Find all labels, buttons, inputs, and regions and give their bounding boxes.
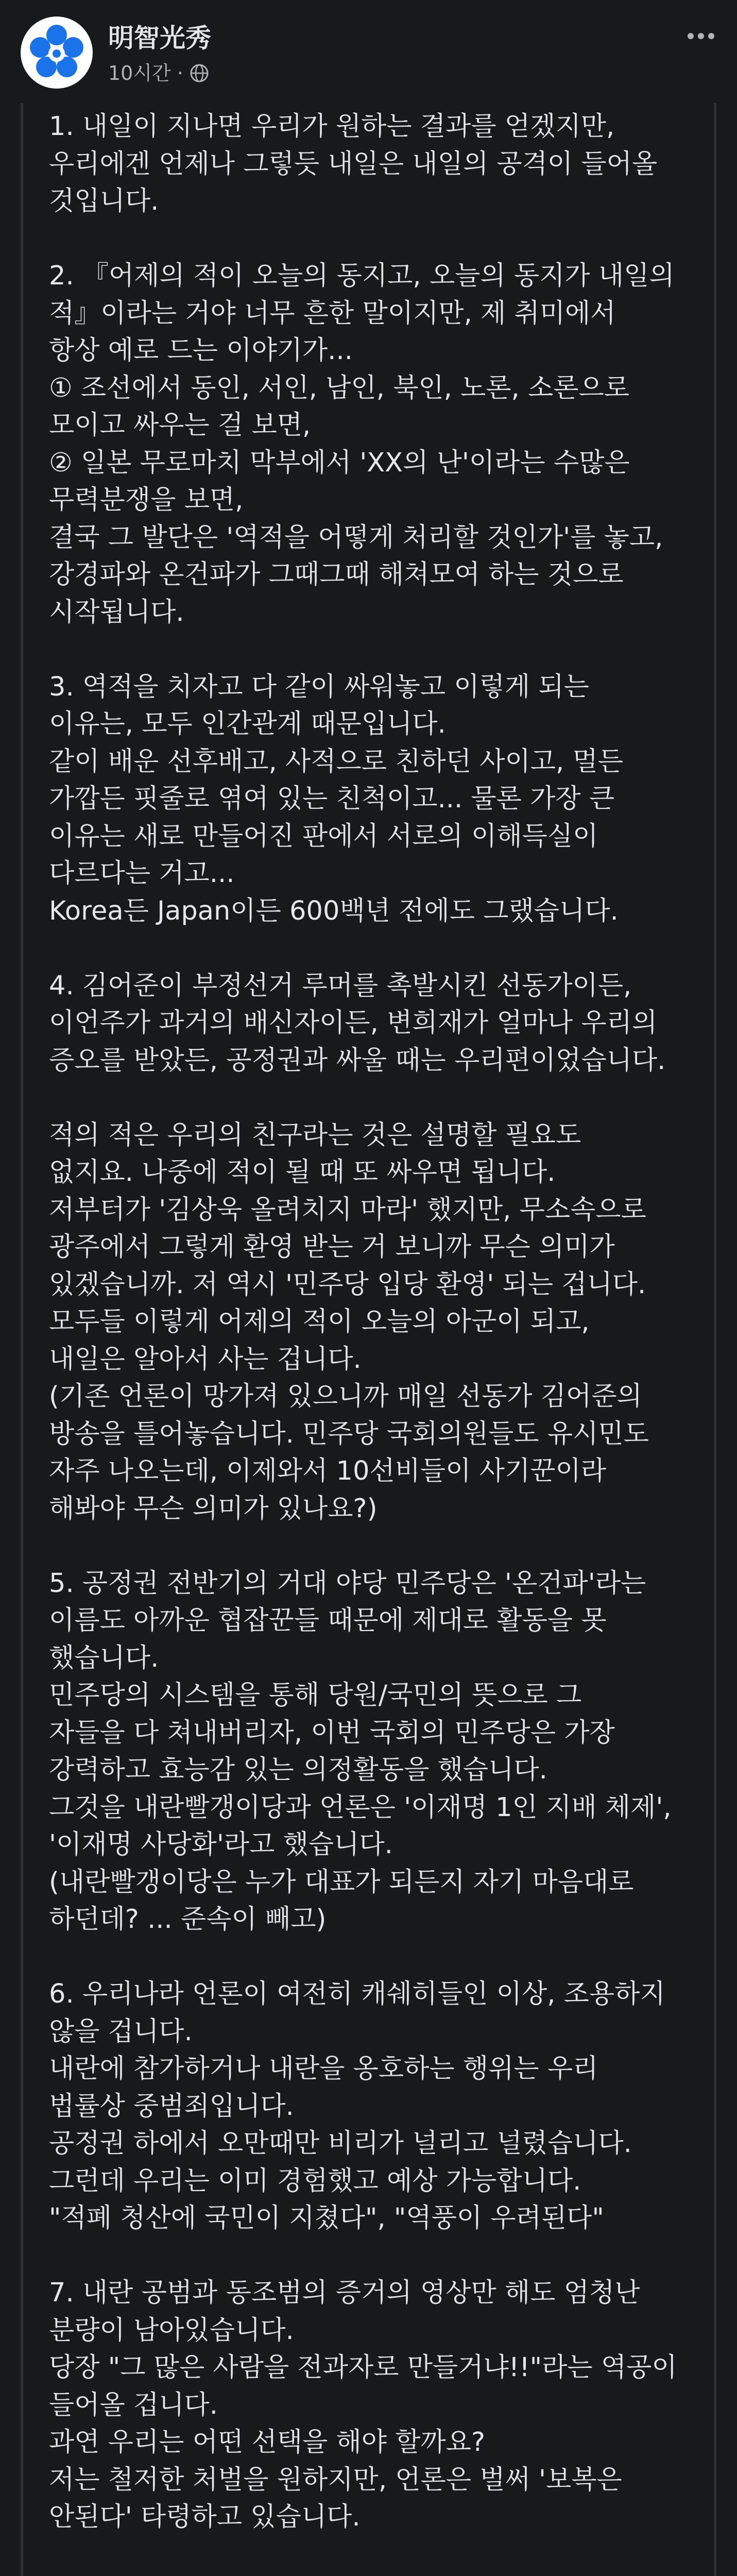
- post-text-line: 가깝든 핏줄로 엮여 있는 친척이고... 물론 가장 큰: [49, 784, 615, 814]
- post-text-line: 해봐야 무슨 의미가 있나요?): [49, 1493, 378, 1524]
- post-text-line: 광주에서 그렇게 환영 받는 거 보니까 무슨 의미가: [49, 1232, 615, 1262]
- meta-separator: ·: [177, 62, 183, 84]
- post-text-line: 자주 나오는데, 이제와서 10선비들이 사기꾼이라: [49, 1456, 607, 1486]
- post-body: [49, 108, 703, 2576]
- post-paragraph: [49, 2573, 703, 2576]
- post-text-line: 방송을 틀어놓습니다. 민주당 국회의원들도 유시민도: [49, 1418, 649, 1449]
- post-text-line: 있겠습니까. 저 역시 '민주당 입당 환영' 되는 겁니다.: [49, 1269, 646, 1300]
- right-border: [714, 103, 716, 2576]
- more-dots-icon: [685, 31, 716, 41]
- post-text-line: 분량이 남아있습니다.: [49, 2315, 294, 2346]
- post-text-line: 이유는, 모두 인간관계 때문입니다.: [49, 709, 446, 739]
- post-text-line: 시작됩니다.: [49, 597, 184, 628]
- post-text-line: 모이고 싸우는 걸 보면,: [49, 410, 311, 440]
- post-text-line: 이언주가 과거의 배신자이든, 변희재가 얼마나 우리의: [49, 1008, 658, 1038]
- post-text-line: 증오를 받았든, 공정권과 싸울 때는 우리편이었습니다.: [49, 1045, 666, 1076]
- post-text-line: 3. 역적을 치자고 다 같이 싸워놓고 이렇게 되는: [49, 671, 589, 702]
- post-text-line: 과연 우리는 어떤 선택을 해야 할까요?: [49, 2427, 486, 2458]
- post-text-line: 2. 『어제의 적이 오늘의 동지고, 오늘의 동지가 내일의: [49, 261, 675, 291]
- post-text-line: (내란빨갱이당은 누가 대표가 되든지 자기 마음대로: [49, 1867, 634, 1897]
- avatar[interactable]: [21, 16, 93, 89]
- author-name[interactable]: 明智光秀: [108, 23, 211, 53]
- post-paragraph: [49, 108, 703, 221]
- post-text-line: 것입니다.: [49, 186, 159, 216]
- post-paragraph: [49, 1565, 703, 1939]
- post-text-line: 없지요. 나중에 적이 될 때 또 싸우면 됩니다.: [49, 1157, 556, 1188]
- post-text-line: 이유는 새로 만들어진 판에서 서로의 이해득실이: [49, 821, 598, 852]
- post-text-line: [49, 2573, 703, 2576]
- post-paragraph: [49, 968, 703, 1080]
- post-text-line: 들어올 겁니다.: [49, 2389, 218, 2420]
- post-text-line: 강력하고 효능감 있는 의정활동을 했습니다.: [49, 1755, 547, 1785]
- flower-emblem-icon: [26, 22, 88, 83]
- post-text-line: 무력분쟁을 보면,: [49, 485, 244, 515]
- post-text-line: 1. 내일이 지나면 우리가 원하는 결과를 얻겠지만,: [49, 111, 615, 142]
- post-text-line: 강경파와 온건파가 그때그때 해쳐모여 하는 것으로: [49, 560, 624, 590]
- post-text-line: 민주당의 시스템을 통해 당원/국민의 뜻으로 그: [49, 1680, 582, 1710]
- more-options-button[interactable]: [685, 21, 716, 52]
- post-paragraph: [49, 2275, 703, 2536]
- post-paragraph: [49, 669, 703, 930]
- post-text-line: 같이 배운 선후배고, 사적으로 친하던 사이고, 멀든: [49, 746, 624, 777]
- post-text-line: 그것을 내란빨갱이당과 언론은 '이재명 1인 지배 체제',: [49, 1792, 672, 1823]
- post-text-line: 하던데? ... 준속이 빼고): [49, 1904, 327, 1935]
- post-text-line: 5. 공정권 전반기의 거대 야당 민주당은 '온건파'라는: [49, 1568, 646, 1599]
- post-text-line: 자들을 다 쳐내버리자, 이번 국회의 민주당은 가장: [49, 1717, 615, 1748]
- post-text-line: 적』이라는 거야 너무 흔한 말이지만, 제 취미에서: [49, 298, 616, 329]
- post-text-line: ② 일본 무로마치 막부에서 'XX의 난'이라는 수많은: [49, 447, 630, 478]
- post-paragraph: [49, 258, 703, 631]
- post-text-line: Korea든 Japan이든 600백년 전에도 그랬습니다.: [49, 895, 619, 926]
- post-text-line: 결국 그 발단은 '역적을 어떻게 처리할 것인가'를 놓고,: [49, 522, 663, 553]
- globe-icon: [190, 63, 209, 83]
- post-text-line: 내란에 참가하거나 내란을 옹호하는 행위는 우리: [49, 2054, 598, 2084]
- post-text-line: 내일은 알아서 사는 겁니다.: [49, 1344, 362, 1375]
- post-text-line: (기존 언론이 망가져 있으니까 매일 선동가 김어준의: [49, 1381, 642, 1412]
- post-text-line: 법률상 중범죄입니다.: [49, 2091, 294, 2122]
- post-text-line: 항상 예로 드는 이야기가...: [49, 335, 353, 366]
- post-text-line: 당장 "그 많은 사람을 전과자로 만들거냐!!"라는 역공이: [49, 2352, 677, 2383]
- post-text-line: "적폐 청산에 국민이 지쳤다", "역풍이 우려된다": [49, 2203, 604, 2233]
- post-text-line: 이름도 아까운 협잡꾼들 때문에 제대로 활동을 못: [49, 1605, 607, 1636]
- post-text-line: 7. 내란 공범과 동조범의 증거의 영상만 해도 엄청난: [49, 2278, 640, 2308]
- post-text-line: 다르다는 거고...: [49, 858, 235, 889]
- post-text-line: ① 조선에서 동인, 서인, 남인, 북인, 노론, 소론으로: [49, 372, 630, 403]
- post-text-line: 했습니다.: [49, 1642, 159, 1673]
- post-paragraph: [49, 1117, 703, 1528]
- left-border: [21, 103, 23, 2576]
- post-text-line: 적의 적은 우리의 친구라는 것은 설명할 필요도: [49, 1120, 581, 1150]
- post-text-line: 공정권 하에서 오만때만 비리가 널리고 널렸습니다.: [49, 2128, 632, 2159]
- post-text-line: 6. 우리나라 언론이 여전히 캐쉐히들인 이상, 조용하지: [49, 1979, 665, 2009]
- post-text-line: '이재명 사당화'라고 했습니다.: [49, 1829, 393, 1860]
- post-header: [0, 0, 737, 108]
- post-text-line: 모두들 이렇게 어제의 적이 오늘의 아군이 되고,: [49, 1307, 590, 1337]
- post-time[interactable]: 10시간: [108, 62, 171, 84]
- post-text-line: 4. 김어준이 부정선거 루머를 촉발시킨 선동가이든,: [49, 970, 632, 1001]
- post-meta: [108, 61, 209, 86]
- post-text-line: 그런데 우리는 이미 경험했고 예상 가능합니다.: [49, 2165, 581, 2196]
- post-paragraph: [49, 1976, 703, 2238]
- post-text-line: 저부터가 '김상욱 올려치지 마라' 했지만, 무소속으로: [49, 1194, 646, 1225]
- post-text-line: 저는 철저한 처벌을 원하지만, 언론은 벌써 '보복은: [49, 2464, 622, 2495]
- post-text-line: 우리에겐 언제나 그렇듯 내일은 내일의 공격이 들어올: [49, 148, 658, 179]
- post-text-line: 않을 겁니다.: [49, 2016, 193, 2047]
- post-text-line: 안된다' 타령하고 있습니다.: [49, 2502, 361, 2532]
